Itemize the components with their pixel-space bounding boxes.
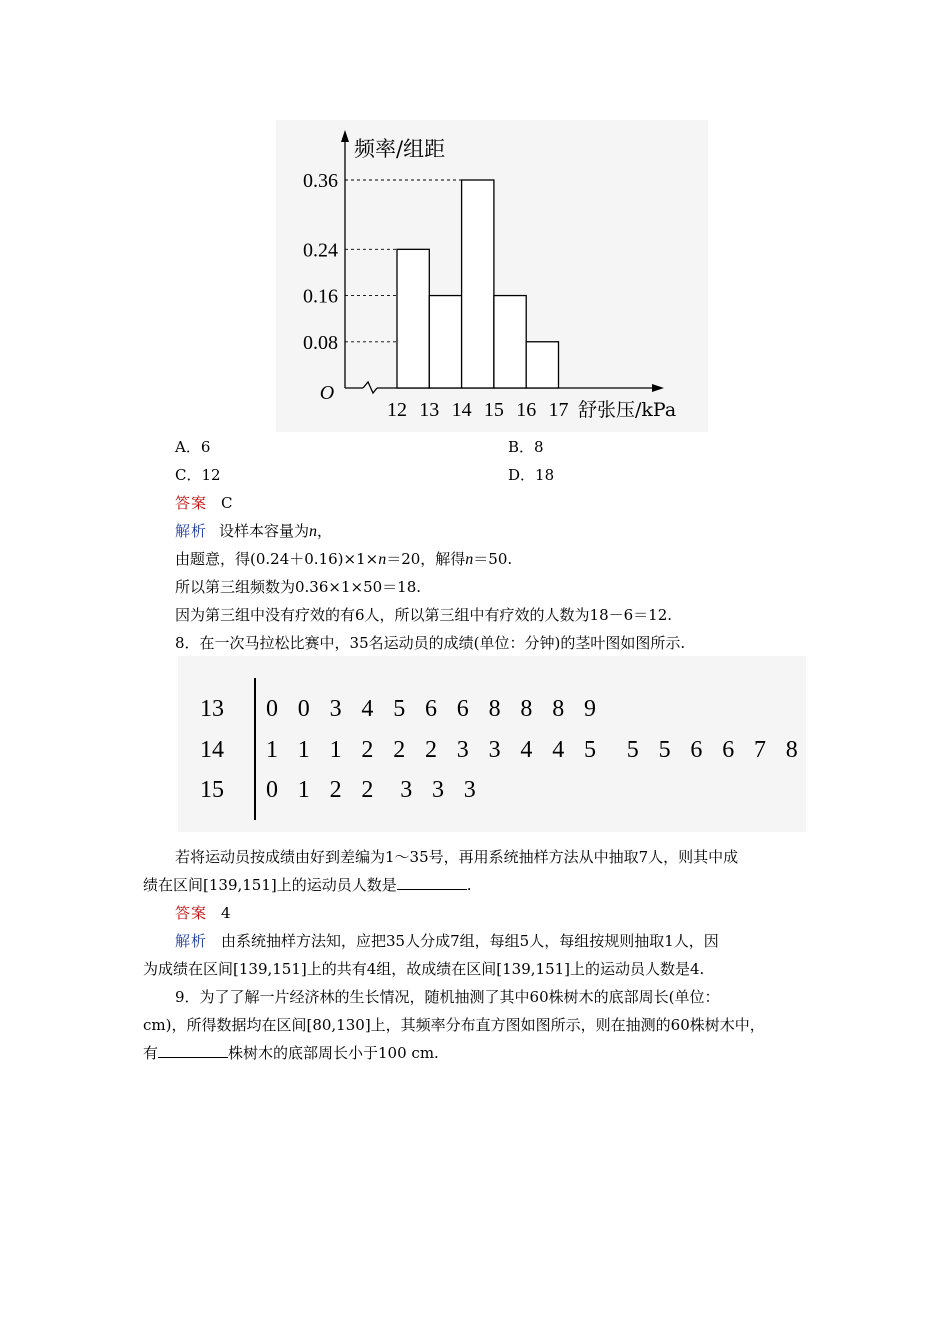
option-b: B．8 — [508, 438, 544, 456]
histogram-bar — [462, 180, 494, 388]
y-axis-label: 频率/组距 — [354, 137, 446, 161]
leaf-digit: 0 — [266, 696, 278, 722]
leaf-digit: 9 — [584, 696, 596, 722]
q7-answer: C — [221, 494, 233, 512]
q9-line-1: 9．为了了解一片经济林的生长情况，随机抽测了其中60株树木的底部周长(单位： — [175, 988, 720, 1006]
q8-analysis-line-2: 为成绩在区间[139,151]上的共有4组，故成绩在区间[139,151]上的运动员人数是4. — [143, 960, 705, 978]
x-tick-label: 17 — [548, 399, 569, 421]
leaf-digit: 0 — [266, 777, 278, 803]
leaf-digit: 8 — [520, 696, 533, 722]
leaf-digit: 3 — [329, 696, 342, 722]
stem-value: 14 — [200, 737, 224, 763]
q7-analysis-line-3: 所以第三组频数为0.36×1×50＝18. — [175, 578, 422, 596]
leaf-digit: 2 — [329, 777, 342, 803]
x-tick-label: 16 — [516, 399, 537, 421]
answer-blank — [158, 1043, 228, 1058]
leaf-digit: 4 — [552, 737, 565, 763]
x-tick-label: 12 — [387, 399, 407, 421]
option-c: C．12 — [175, 466, 221, 484]
leaf-digit: 5 — [584, 737, 596, 763]
histogram-bar — [494, 296, 526, 388]
option-a: A．6 — [175, 438, 211, 456]
x-tick-label: 13 — [419, 399, 440, 421]
answer-tag: 答案 — [175, 904, 208, 922]
y-tick-label: 0.16 — [303, 285, 338, 308]
leaf-digit: 3 — [463, 777, 476, 803]
q8-text-line-2: 绩在区间[139,151]上的运动员人数是 . — [143, 876, 472, 894]
leaf-digit: 4 — [520, 737, 533, 763]
leaf-digit: 5 — [393, 696, 406, 722]
q7-answer-line — [175, 493, 233, 513]
q8-answer: 4 — [221, 904, 231, 922]
q8-text-line-1: 若将运动员按成绩由好到差编为1～35号，再用系统抽样方法从中抽取7人，则其中成 — [175, 848, 739, 866]
q7-analysis-line-4: 因为第三组中没有疗效的有6人，所以第三组中有疗效的人数为18－6＝12. — [175, 606, 673, 624]
analysis-tag: 解析 — [175, 932, 208, 950]
axis-break — [363, 382, 377, 393]
histogram-bar — [526, 342, 558, 388]
y-tick-label: 0.36 — [303, 170, 338, 192]
x-axis-arrow — [652, 384, 664, 392]
leaf-digit: 1 — [329, 737, 342, 763]
leaf-digit: 1 — [297, 737, 310, 763]
x-axis-label: 舒张压/kPa — [578, 399, 677, 421]
leaf-digit: 2 — [393, 737, 406, 763]
q9-line-2: cm)，所得数据均在区间[80,130]上，其频率分布直方图如图所示，则在抽测的60株树木中， — [143, 1016, 765, 1034]
stem-value: 15 — [200, 777, 224, 803]
q7-analysis-line-1: 解析 设样本容量为n， — [175, 522, 333, 540]
q8-stem: 8．在一次马拉松比赛中，35名运动员的成绩(单位：分钟)的茎叶图如图所示. — [175, 634, 686, 652]
histogram-bar — [397, 249, 429, 388]
stem-value: 13 — [200, 696, 224, 722]
leaf-digit: 5 — [658, 737, 671, 763]
leaf-digit: 3 — [432, 777, 444, 803]
leaf-digit: 6 — [425, 696, 437, 722]
leaf-digit: 3 — [488, 737, 501, 763]
y-tick-label: 0.08 — [303, 331, 338, 354]
histogram-bar — [429, 296, 461, 388]
leaf-digit: 8 — [552, 696, 565, 722]
leaf-digit: 8 — [785, 737, 798, 763]
answer-blank — [397, 875, 467, 890]
x-tick-label: 14 — [451, 399, 472, 421]
x-tick-label: 15 — [483, 399, 504, 421]
answer-tag: 答案 — [175, 494, 208, 512]
leaf-digit: 7 — [754, 737, 766, 763]
stem-leaf-plot — [178, 656, 806, 832]
leaf-digit: 2 — [425, 737, 437, 763]
leaf-digit: 2 — [361, 737, 374, 763]
leaf-digit: 0 — [297, 696, 310, 722]
histogram-figure — [276, 120, 708, 432]
leaf-digit: 8 — [488, 696, 501, 722]
leaf-digit: 6 — [722, 737, 735, 763]
q8-analysis-line-1: 解析 由系统抽样方法知，应把35人分成7组，每组5人，每组按规则抽取1人，因 — [175, 932, 719, 950]
leaf-digit: 4 — [361, 696, 374, 722]
option-d: D．18 — [508, 466, 555, 484]
q8-answer-line — [175, 903, 231, 923]
analysis-tag: 解析 — [175, 522, 208, 540]
leaf-digit: 3 — [456, 737, 469, 763]
leaf-digit: 2 — [361, 777, 374, 803]
leaf-digit: 1 — [266, 737, 278, 763]
leaf-digit: 6 — [690, 737, 703, 763]
q7-analysis-line-2: 由题意，得(0.24＋0.16)×1×n＝20，解得n＝50. — [175, 550, 513, 568]
leaf-digit: 5 — [626, 737, 639, 763]
leaf-digit: 3 — [400, 777, 413, 803]
y-axis-arrow — [341, 130, 349, 142]
histogram-chart — [276, 120, 708, 432]
leaf-digit: 6 — [456, 696, 469, 722]
stem-divider — [254, 678, 256, 820]
leaf-digit: 1 — [297, 777, 310, 803]
q9-line-3: 有 株树木的底部周长小于100 cm. — [143, 1044, 439, 1062]
y-tick-label: 0.24 — [303, 239, 338, 262]
origin-label: O — [319, 382, 335, 404]
